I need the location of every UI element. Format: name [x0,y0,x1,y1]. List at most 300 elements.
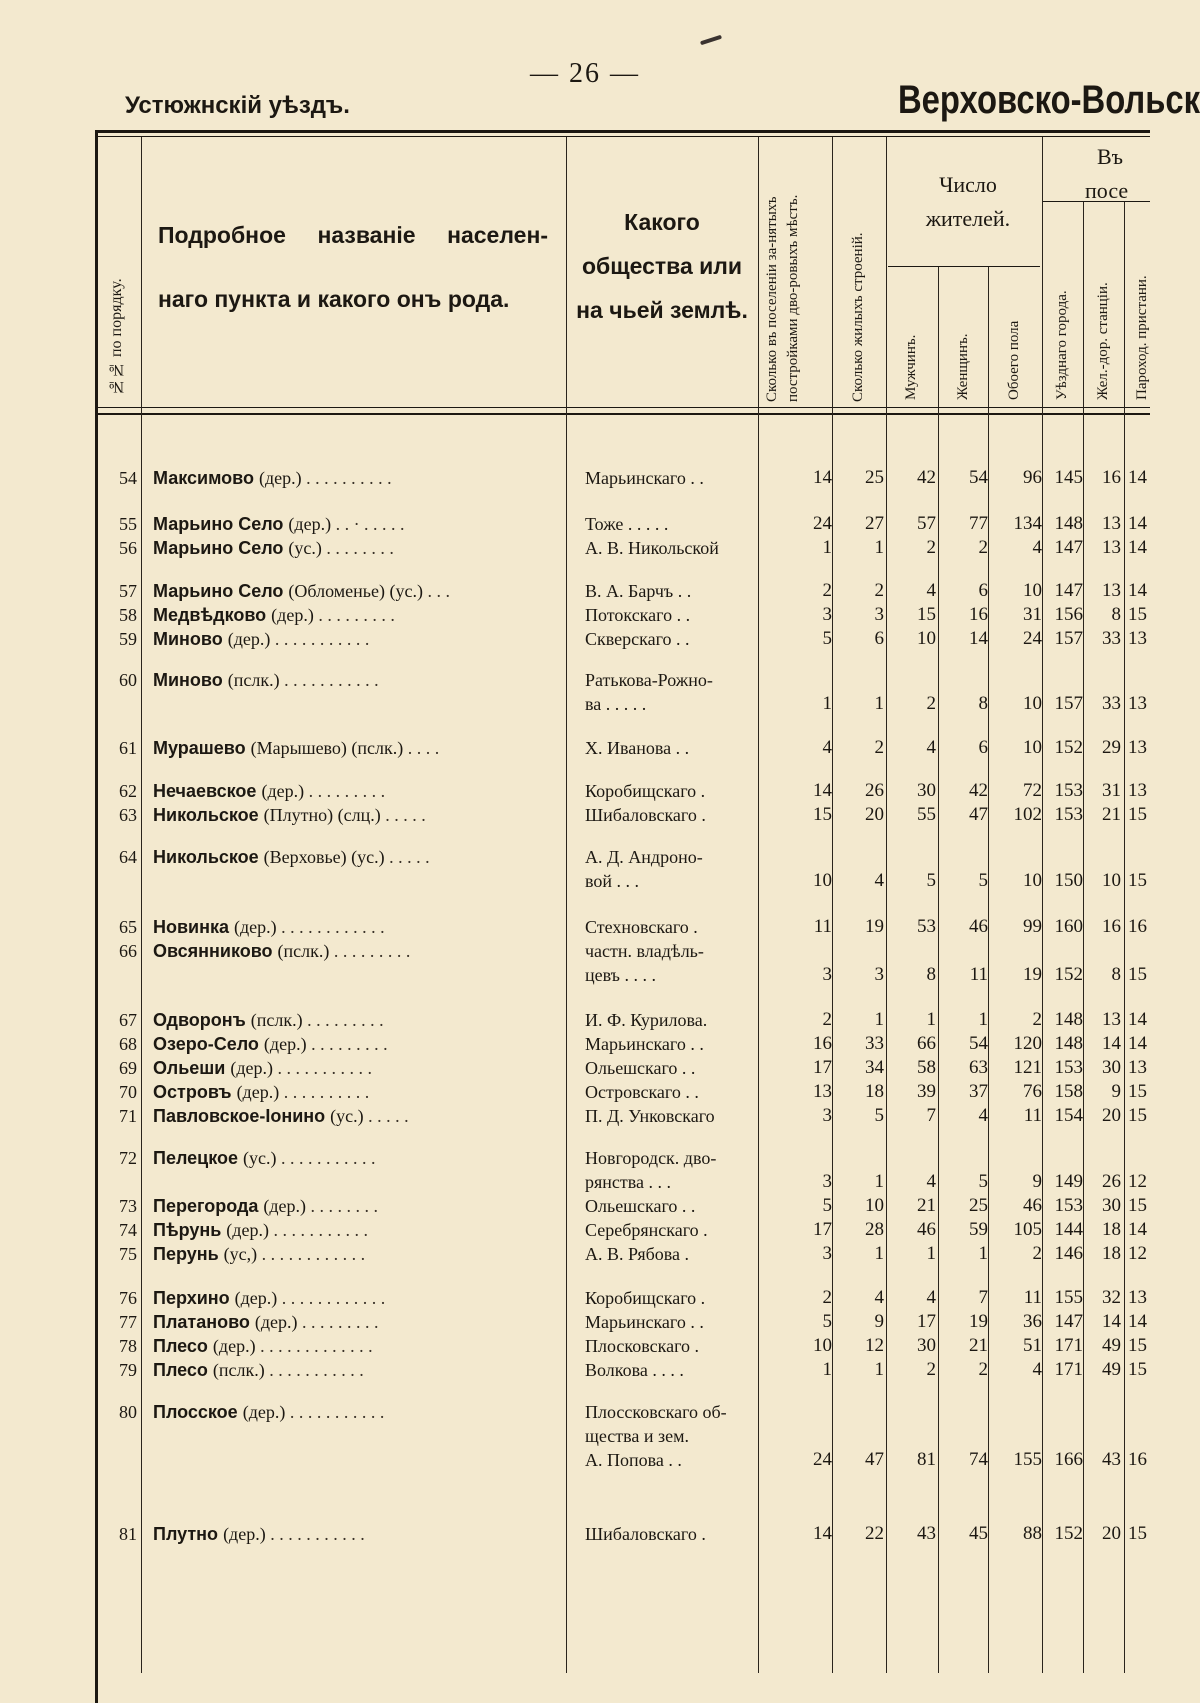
total-cell: 76 [1023,1081,1042,1102]
owner-name: Коробищскаго . [585,1288,706,1308]
buildings-cell: 28 [865,1219,884,1240]
owner-name: А. Попова . . [585,1450,682,1470]
men-cell: 4 [926,580,936,601]
dist-pier-cell: 15 [1128,1105,1147,1126]
place-name [153,579,450,603]
place-kind: (дер.) [234,1288,278,1308]
women-cell: 19 [969,1311,988,1332]
owner-name: А. В. Никольской [585,538,719,558]
women-cell: 5 [978,1171,988,1192]
dist-pier-cell: 14 [1128,537,1147,558]
row-number: 60 [119,670,137,690]
row-number: 73 [119,1196,137,1216]
women-cell: 54 [969,467,988,488]
dist-pier-cell: 14 [1128,1009,1147,1030]
owner-name: частн. владѣль- [585,941,704,961]
place-kind: (Верховье) (ус.) [263,847,385,867]
place-name-text: Ольеши [153,1058,231,1078]
row-number: 79 [119,1360,137,1380]
row-number: 67 [119,1010,137,1030]
total-cell: 155 [1013,1449,1042,1470]
women-cell: 14 [969,628,988,649]
place-name-text: Максимово [153,468,259,488]
women-cell: 37 [969,1081,988,1102]
place-kind: (дер.) [261,781,305,801]
men-cell: 81 [917,1449,936,1470]
place-name-text: Плесо [153,1336,213,1356]
leader-dots: . . . . . . . . . [297,1312,379,1332]
row-number: 72 [119,1148,137,1168]
dist-town-cell: 152 [1054,964,1083,985]
dist-pier-cell: 13 [1128,1287,1147,1308]
owner-name: Плосковскаго . [585,1336,700,1356]
places-cell: 15 [813,804,832,825]
leader-dots: . . · . . . . . [331,514,405,534]
places-cell: 3 [822,1171,832,1192]
men-cell: 58 [917,1057,936,1078]
leader-dots: . . . . . . . . . [313,605,395,625]
place-name [153,915,385,939]
buildings-cell: 9 [874,1311,884,1332]
row-number: 64 [119,847,137,867]
owner-name: Марьинскаго . . [585,1312,704,1332]
place-name [153,536,394,560]
owner-name: Х. Иванова . . [585,738,690,758]
row-number: 70 [119,1082,137,1102]
owner-name: Марьинскаго . . [585,1034,704,1054]
places-cell: 5 [822,1195,832,1216]
places-cell: 3 [822,1243,832,1264]
owner-name: Плоссковскаго об- [585,1402,727,1422]
place-name-text: Плутно [153,1524,224,1544]
table-row [0,939,1150,963]
places-cell: 2 [822,580,832,601]
places-cell: 4 [822,737,832,758]
owner-name: Потокскаго . . [585,605,691,625]
owner-name: Марьинскаго . . [585,468,704,488]
dist-pier-cell: 14 [1128,467,1147,488]
place-name [153,603,395,627]
header-both: Обоего пола [1006,320,1022,400]
place-name [153,1522,365,1546]
header-dist-pier: Пароход. пристани. [1134,275,1150,400]
volost-title: Верховско-Вольск [898,78,1200,122]
dist-rail-cell: 33 [1102,628,1121,649]
place-kind: (дер.) [223,1524,266,1544]
dist-town-cell: 153 [1054,1057,1083,1078]
leader-dots: . . . . . . . . [306,1196,379,1216]
place-kind: (ус.) [330,1106,364,1126]
place-name-text: Перхино [153,1288,235,1308]
place-name-text: Перегорода [153,1196,264,1216]
table-row [0,692,1150,716]
table-row [0,1146,1150,1170]
header-name-line2: наго пункта и какого онъ рода. [158,286,510,312]
dist-pier-cell: 14 [1128,1033,1147,1054]
places-cell: 5 [822,1311,832,1332]
row-number: 71 [119,1106,137,1126]
header-men: Мужчинъ. [903,334,919,400]
buildings-cell: 33 [865,1033,884,1054]
header-distance-line1: Въ [1097,144,1124,169]
dist-rail-cell: 18 [1102,1243,1121,1264]
leader-dots: . . . . . . . . [321,538,394,558]
header-bottom-rule-2 [97,413,1150,415]
dist-town-cell: 149 [1054,1171,1083,1192]
places-cell: 16 [813,1033,832,1054]
dist-rail-cell: 18 [1102,1219,1121,1240]
header-name [158,212,548,322]
dist-pier-cell: 16 [1128,916,1147,937]
place-kind: (дер.) [271,605,314,625]
women-cell: 47 [969,804,988,825]
dist-pier-cell: 14 [1128,1311,1147,1332]
header-women: Женщинъ. [955,333,971,400]
dist-town-cell: 155 [1054,1287,1083,1308]
women-cell: 46 [969,916,988,937]
dist-town-cell: 156 [1054,604,1083,625]
table-row [0,845,1150,869]
place-name [153,1334,373,1358]
dist-rail-cell: 13 [1102,580,1121,601]
dist-town-cell: 152 [1054,1523,1083,1544]
owner-name: Ольешскаго . . [585,1196,696,1216]
place-name-text: Овсянниково [153,941,278,961]
pencil-mark [700,35,722,46]
places-cell: 10 [813,1335,832,1356]
place-name-text: Платаново [153,1312,255,1332]
dist-rail-cell: 26 [1102,1171,1121,1192]
table-row [0,1242,1150,1266]
place-kind: (ус,) [223,1244,258,1264]
table-row [0,1218,1150,1242]
place-name-text: Миново [153,670,228,690]
place-name-text: Никольское [153,805,264,825]
table-row [0,1358,1150,1382]
buildings-cell: 1 [874,1171,884,1192]
dist-rail-cell: 13 [1102,513,1121,534]
leader-dots: . . . . . . . . . [304,781,386,801]
place-kind: (дер.) [263,1196,307,1216]
men-cell: 2 [926,537,936,558]
owner-name: Тоже . . . . . [585,514,669,534]
table-row [0,1522,1150,1546]
header-dist-rail: Жел.-дор. станціи. [1095,282,1111,400]
dist-rail-cell: 30 [1102,1195,1121,1216]
place-name [153,627,369,651]
place-name [153,1358,364,1382]
dist-rail-cell: 14 [1102,1311,1121,1332]
owner-name: щества и зем. [585,1426,690,1446]
total-cell: 11 [1023,1105,1042,1126]
leader-dots: . . . [422,581,450,601]
total-cell: 4 [1032,1359,1042,1380]
buildings-cell: 27 [865,513,884,534]
total-cell: 10 [1023,580,1042,601]
men-cell: 2 [926,1359,936,1380]
dist-town-cell: 153 [1054,1195,1083,1216]
owner-name: Новгородск. дво- [585,1148,717,1168]
leader-dots: . . . . . . . . . . . [270,629,370,649]
place-kind: (дер.) [236,1082,280,1102]
place-kind: (дер.) [227,629,271,649]
table-row [0,1310,1150,1334]
header-places: Сколько въ поселеніи за-нятыхъ постройками дво-ровыхъ мѣстъ. [764,194,801,402]
dist-town-cell: 171 [1054,1335,1083,1356]
dist-rail-cell: 20 [1102,1105,1121,1126]
women-cell: 2 [978,1359,988,1380]
place-kind: (ус.) [243,1148,277,1168]
total-cell: 121 [1013,1057,1042,1078]
leader-dots: . . . . . [384,847,430,867]
table-row [0,1424,1150,1448]
owner-name: Шибаловскаго . [585,1524,706,1544]
places-cell: 1 [822,1359,832,1380]
places-cell: 3 [822,964,832,985]
leader-dots: . . . . . . . . . . . . [277,1288,386,1308]
row-number: 59 [119,629,137,649]
dist-pier-cell: 15 [1128,1081,1147,1102]
men-cell: 42 [917,467,936,488]
place-name [153,803,426,827]
women-cell: 21 [969,1335,988,1356]
place-name-text: Озеро-Село [153,1034,264,1054]
place-kind: (дер.) [226,1220,269,1240]
dist-town-cell: 160 [1054,916,1083,937]
total-cell: 99 [1023,916,1042,937]
total-cell: 102 [1013,804,1042,825]
women-cell: 59 [969,1219,988,1240]
dist-town-cell: 154 [1054,1105,1083,1126]
place-name-text: Никольское [153,847,264,867]
place-name [153,1286,385,1310]
table-row [0,915,1150,939]
total-cell: 96 [1023,467,1042,488]
women-cell: 42 [969,780,988,801]
row-number: 69 [119,1058,137,1078]
page-number: — 26 — [530,58,640,89]
total-cell: 11 [1023,1287,1042,1308]
table-row [0,963,1150,987]
leader-dots: . . . . . . . . . . [279,1082,370,1102]
table-row [0,779,1150,803]
dist-pier-cell: 13 [1128,1057,1147,1078]
place-name-text: Нечаевское [153,781,262,801]
places-cell: 14 [813,1523,832,1544]
dist-rail-cell: 49 [1102,1359,1121,1380]
women-cell: 2 [978,537,988,558]
header-dist-town: Уѣзднаго города. [1054,290,1070,400]
dist-rail-cell: 14 [1102,1033,1121,1054]
places-cell: 24 [813,513,832,534]
places-cell: 13 [813,1081,832,1102]
leader-dots: . . . . . [380,805,426,825]
women-cell: 54 [969,1033,988,1054]
owner-name: Ратькова-Рожно- [585,670,713,690]
places-cell: 11 [813,916,832,937]
place-name [153,1080,369,1104]
total-cell: 46 [1023,1195,1042,1216]
buildings-cell: 4 [874,1287,884,1308]
place-name-text: Островъ [153,1082,237,1102]
places-cell: 2 [822,1009,832,1030]
place-name-text: Одворонъ [153,1010,251,1030]
dist-rail-cell: 49 [1102,1335,1121,1356]
women-cell: 4 [978,1105,988,1126]
dist-town-cell: 148 [1054,1009,1083,1030]
places-cell: 1 [822,693,832,714]
dist-town-cell: 152 [1054,737,1083,758]
owner-name: Стехновскаго . [585,917,698,937]
place-name-text: Новинка [153,917,235,937]
place-name-text: Пелецкое [153,1148,243,1168]
buildings-cell: 3 [874,604,884,625]
leader-dots: . . . . . . . . . . . [276,1148,376,1168]
dist-rail-cell: 8 [1111,604,1121,625]
owner-name: Серебрянскаго . [585,1220,708,1240]
dist-town-cell: 148 [1054,513,1083,534]
table-row [0,579,1150,603]
places-cell: 3 [822,1105,832,1126]
places-cell: 14 [813,467,832,488]
men-cell: 43 [917,1523,936,1544]
header-population-line1: Число [939,172,997,197]
row-number: 75 [119,1244,137,1264]
total-cell: 120 [1013,1033,1042,1054]
men-cell: 21 [917,1195,936,1216]
women-cell: 63 [969,1057,988,1078]
men-cell: 55 [917,804,936,825]
dist-pier-cell: 14 [1128,513,1147,534]
table-row [0,736,1150,760]
place-name [153,1400,384,1424]
dist-town-cell: 157 [1054,628,1083,649]
total-cell: 2 [1032,1243,1042,1264]
leader-dots: . . . . . . . . . . [301,468,392,488]
place-name [153,668,379,692]
place-name [153,512,405,536]
men-cell: 57 [917,513,936,534]
buildings-cell: 22 [865,1523,884,1544]
men-cell: 15 [917,604,936,625]
row-number: 62 [119,781,137,801]
women-cell: 7 [978,1287,988,1308]
table-row [0,627,1150,651]
place-kind: (ус.) [288,538,322,558]
place-name-text: Пѣрунь [153,1220,227,1240]
row-number: 65 [119,917,137,937]
place-name [153,1194,378,1218]
table-row [0,512,1150,536]
dist-pier-cell: 15 [1128,804,1147,825]
dist-rail-cell: 16 [1102,467,1121,488]
men-cell: 30 [917,1335,936,1356]
buildings-cell: 3 [874,964,884,985]
buildings-cell: 2 [874,737,884,758]
leader-dots: . . . . . . . . . . . [268,1220,368,1240]
total-cell: 24 [1023,628,1042,649]
owner-name: А. В. Рябова . [585,1244,690,1264]
owner-name: Островскаго . . [585,1082,699,1102]
owner-name: Ольешскаго . . [585,1058,696,1078]
places-cell: 17 [813,1057,832,1078]
men-cell: 30 [917,780,936,801]
buildings-cell: 1 [874,537,884,558]
owner-name: вой . . . [585,871,640,891]
total-cell: 9 [1032,1171,1042,1192]
header-owner-line2: общества или [581,253,743,279]
place-name-text: Плосское [153,1402,243,1422]
buildings-cell: 26 [865,780,884,801]
women-cell: 11 [969,964,988,985]
table-row [0,1400,1150,1424]
header-distance [1085,140,1128,208]
table-row [0,668,1150,692]
owner-name: И. Ф. Курилова. [585,1010,708,1030]
header-population-line2: жителей. [925,206,1011,231]
buildings-cell: 20 [865,804,884,825]
men-cell: 10 [917,628,936,649]
table-row [0,1056,1150,1080]
men-cell: 17 [917,1311,936,1332]
row-number: 77 [119,1312,137,1332]
header-order: №№ по порядку. [108,278,125,395]
buildings-cell: 12 [865,1335,884,1356]
women-cell: 45 [969,1523,988,1544]
owner-name: Шибаловскаго . [585,805,706,825]
owner-name: ва . . . . . [585,694,647,714]
place-kind: (пслк.) [250,1010,303,1030]
dist-rail-cell: 31 [1102,780,1121,801]
dist-rail-cell: 21 [1102,804,1121,825]
dist-pier-cell: 15 [1128,604,1147,625]
leader-dots: . . . . . . . . . . . [279,670,379,690]
table-row [0,1170,1150,1194]
dist-town-cell: 150 [1054,870,1083,891]
dist-pier-cell: 15 [1128,964,1147,985]
owner-name: рянства . . . [585,1172,672,1192]
dist-pier-cell: 12 [1128,1171,1147,1192]
women-cell: 6 [978,737,988,758]
place-kind: (дер.) [212,1336,256,1356]
header-owner [572,200,752,332]
women-cell: 8 [978,693,988,714]
women-cell: 6 [978,580,988,601]
women-cell: 1 [978,1243,988,1264]
place-name [153,1032,388,1056]
leader-dots: . . . . . . . . . . . [272,1058,372,1078]
owner-name: В. А. Барчъ . . [585,581,692,601]
table-row [0,1008,1150,1032]
place-name [153,1056,372,1080]
women-cell: 5 [978,870,988,891]
dist-town-cell: 147 [1054,1311,1083,1332]
men-cell: 4 [926,1287,936,1308]
dist-town-cell: 158 [1054,1081,1083,1102]
table-top-rule [97,130,1150,133]
dist-pier-cell: 13 [1128,628,1147,649]
places-cell: 1 [822,537,832,558]
row-number: 55 [119,514,137,534]
buildings-cell: 34 [865,1057,884,1078]
total-cell: 10 [1023,870,1042,891]
dist-town-cell: 157 [1054,693,1083,714]
places-cell: 2 [822,1287,832,1308]
places-cell: 5 [822,628,832,649]
buildings-cell: 1 [874,1009,884,1030]
dist-town-cell: 153 [1054,780,1083,801]
men-cell: 5 [926,870,936,891]
